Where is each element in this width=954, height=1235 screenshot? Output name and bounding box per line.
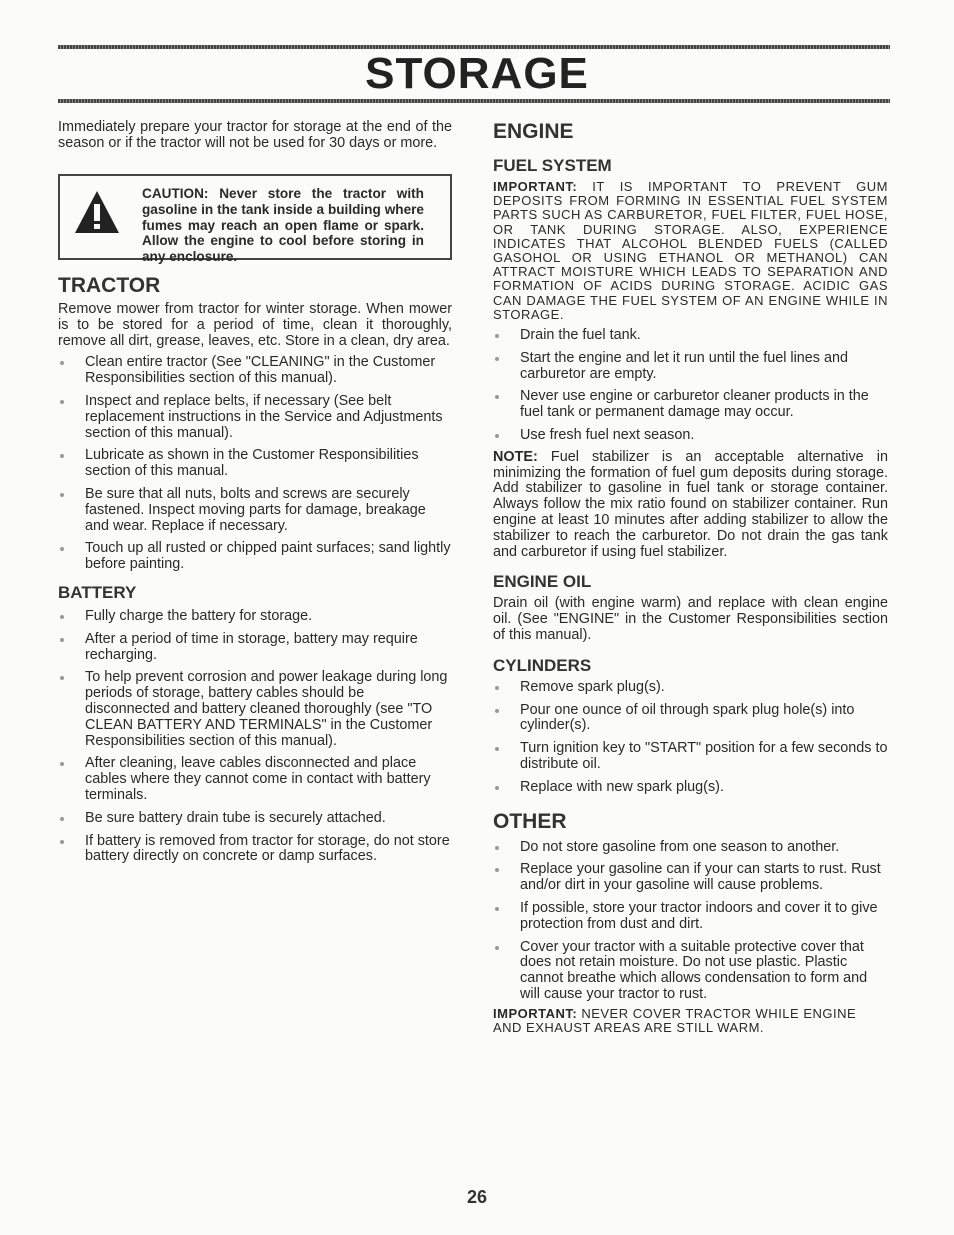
list-item: Cover your tractor with a suitable protective cover that does not retain moisture. Do not use plastic. Plastic cannot breathe which allows condensation to form and will cause your tractor to rust. [493,940,888,1003]
engine-oil-heading: ENGINE OIL [493,572,592,592]
other-list [493,840,888,1003]
fuel-important [493,180,888,322]
list-item: Be sure battery drain tube is securely attached. [58,811,452,827]
list-item: Remove spark plug(s). [493,680,888,696]
warning-triangle-icon [74,190,120,234]
list-item: Use fresh fuel next season. [493,428,888,444]
list-item: Replace with new spark plug(s). [493,780,888,796]
tractor-intro: Remove mower from tractor for winter storage. When mower is to be stored for a period of time, clean it thoroughly, remove all dirt, grease, leaves, etc. Store in a clean, dry area. [58,301,452,349]
list-item: After a period of time in storage, battery may require recharging. [58,632,452,664]
caution-box [58,174,452,265]
tractor-list [58,355,452,573]
list-item: Inspect and replace belts, if necessary (See belt replacement instructions in the Service and Adjustments section of this manual). [58,394,452,441]
title-rule-bottom [58,99,890,103]
left-column [58,120,452,865]
list-item: Be sure that all nuts, bolts and screws are securely fastened. Inspect moving parts for damage, breakage and wear. Replace if necessary. [58,487,452,534]
fuel-important-text: IT IS IMPORTANT TO PREVENT GUM DEPOSITS FROM FORMING IN ESSENTIAL FUEL SYSTEM PARTS SUCH AS CARBURETOR, FUEL FILTER, FUEL HOSE, OR TANK DURING STORAGE. ALSO, EXPERIENCE INDICATES THAT ALCOHOL BLENDED FUELS (CALLED GASOHOL OR USING ETHANOL OR METHANOL) CAN ATTRACT MOISTURE WHICH LEADS TO SEPARATION AND FORMATION OF ACIDS DURING STORAGE. ACIDIC GAS CAN DAMAGE THE FUEL SYSTEM OF AN ENGINE WHILE IN STORAGE. [493,179,888,322]
list-item: After cleaning, leave cables disconnected and place cables where they cannot come in contact with battery terminals. [58,756,452,803]
list-item: Turn ignition key to "START" position for a few seconds to distribute oil. [493,741,888,773]
battery-list [58,609,452,865]
fuel-note-text: Fuel stabilizer is an acceptable alternative in minimizing the formation of fuel gum deposits during storage. Add stabilizer to gasoline in fuel tank or storage container. Always follow the mix ratio found on stabilizer container. Run engine at least 10 minutes after adding stabilizer to allow the stabilizer to reach the carburetor. Do not drain the gas tank and carburetor if using fuel stabilizer. [493,448,888,560]
intro-paragraph: Immediately prepare your tractor for storage at the end of the season or if the tractor will not be used for 30 days or more. [58,119,452,151]
caution-text: CAUTION: Never store the tractor with gasoline in the tank inside a building where fumes may reach an open flame or spark. Allow the engine to cool before storing in any enclosure. [142,186,424,265]
list-item: If possible, store your tractor indoors and cover it to give protection from dust and dirt. [493,901,888,933]
other-important-text: NEVER COVER TRACTOR WHILE ENGINE AND EXHAUST AREAS ARE STILL WARM. [493,1005,857,1035]
cylinders-list [493,680,888,796]
fuel-note-label: NOTE: [493,448,538,465]
battery-heading: BATTERY [58,582,137,602]
page-title: STORAGE [365,49,589,98]
other-heading: OTHER [493,809,567,833]
list-item: Do not store gasoline from one season to another. [493,840,888,856]
list-item: To help prevent corrosion and power leakage during long periods of storage, battery cables should be disconnected and battery cleaned thoroughly (see "TO CLEAN BATTERY AND TERMINALS" in the Customer Responsibilities section of this manual). [58,670,452,749]
list-item: Touch up all rusted or chipped paint surfaces; sand lightly before painting. [58,541,452,573]
list-item: Drain the fuel tank. [493,328,888,344]
fuel-system-heading: FUEL SYSTEM [493,156,612,175]
right-column [493,120,888,1035]
list-item: Pour one ounce of oil through spark plug hole(s) into cylinder(s). [493,703,888,735]
list-item: Lubricate as shown in the Customer Responsibilities section of this manual. [58,448,452,480]
page-number: 26 [466,1187,488,1207]
engine-heading: ENGINE [493,120,574,143]
fuel-important-label: IMPORTANT: [493,179,578,194]
list-item: Replace your gasoline can if your can starts to rust. Rust and/or dirt in your gasoline will cause problems. [493,862,888,894]
list-item: Never use engine or carburetor cleaner products in the fuel tank or permanent damage may occur. [493,389,888,421]
list-item: Start the engine and let it run until the fuel lines and carburetor are empty. [493,351,888,383]
list-item: If battery is removed from tractor for storage, do not store battery directly on concrete or damp surfaces. [58,834,452,866]
engine-oil-text: Drain oil (with engine warm) and replace with clean engine oil. (See "ENGINE" in the Customer Responsibilities section of this manual). [493,595,888,643]
list-item: Clean entire tractor (See "CLEANING" in the Customer Responsibilities section of this manual). [58,355,452,387]
cylinders-heading: CYLINDERS [493,655,592,675]
fuel-note [493,450,888,561]
tractor-heading: TRACTOR [58,274,161,297]
other-important-label: IMPORTANT: [493,1005,578,1021]
fuel-system-list [493,328,888,444]
list-item: Fully charge the battery for storage. [58,609,452,625]
other-important [493,1007,888,1035]
